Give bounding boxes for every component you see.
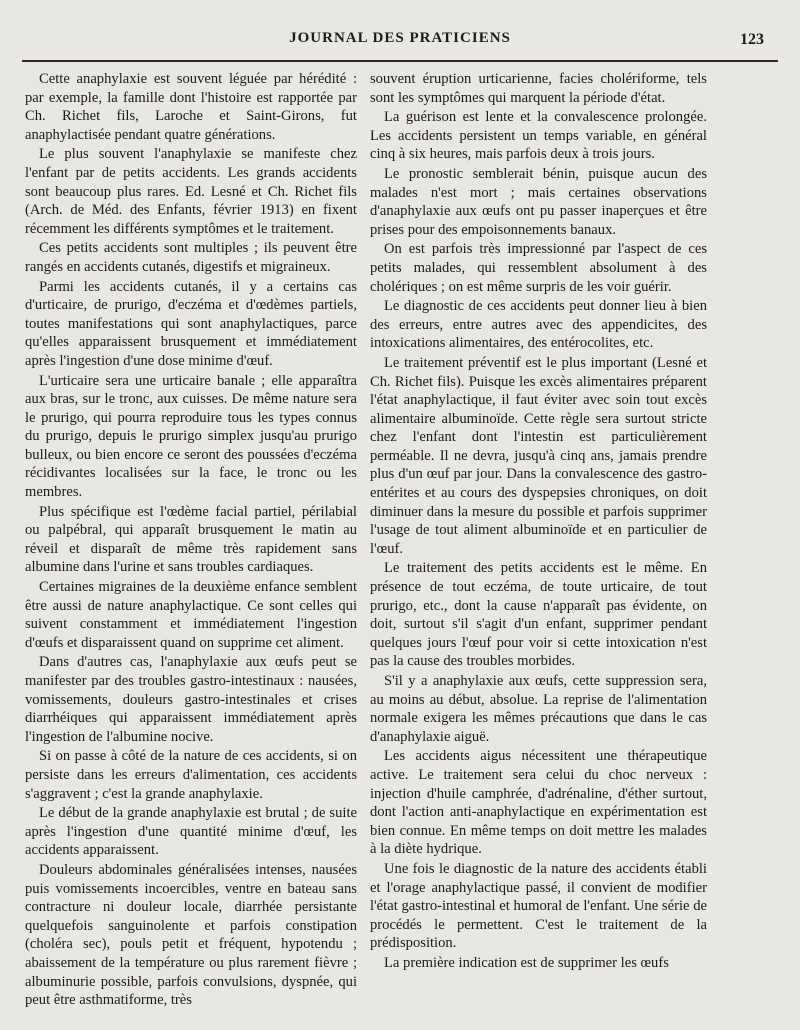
paragraph: Une fois le diagnostic de la nature des accidents établi et l'orage anaphylactique passé, il convient de modifier l'état gastro-intestinal et humoral de l'enfant. Une série de procédés le permettent. C'est le traitement de la prédisposition. <box>370 860 707 952</box>
paragraph: Le pronostic semblerait bénin, puisque aucun des malades n'est mort ; mais certaines observations d'anaphylaxie aux œufs ont pu passer inaperçues et être prises pour des empoisonnements banaux. <box>370 165 707 238</box>
page-header <box>22 30 778 56</box>
paragraph: Ces petits accidents sont multiples ; ils peuvent être rangés en accidents cutanés, digestifs et migraineux. <box>25 240 357 275</box>
paragraph: On est parfois très impressionné par l'aspect de ces petits malades, qui ressemblent absolument à des cholériques ; on est même surpris de les voir guérir. <box>370 241 707 295</box>
paragraph: Dans d'autres cas, l'anaphylaxie aux œufs peut se manifester par des troubles gastro-intestinaux : nausées, vomissements, douleurs gastro-intestinales et crises diarrhéiques qui apparaissent immédiatement après l'ingestion de l'albumine nocive. <box>25 654 357 745</box>
paragraph: Les accidents aigus nécessitent une thérapeutique active. Le traitement sera celui du choc nerveux : injection d'huile camphrée, d'adrénaline, d'éther surtout, dont l'action anti-anaphylactique en expérimentation est bien connue. En même temps on doit mettre les malades à la diète hydrique. <box>370 748 707 858</box>
paragraph: Le traitement préventif est le plus important (Lesné et Ch. Richet fils). Puisque les excès alimentaires préparent l'état anaphylactique, il faut éviter avec soin tout excès alimentaire albuminoïde. Cette règle sera surtout stricte chez l'enfant dont l'intestin est particulièrement perméable. Il ne devra, jusqu'à cinq ans, jamais prendre plus d'un œuf par jour. Dans la convalescence des gastro-entérites et au cours des dyspepsies chroniques, on doit diminuer dans la mesure du possible et parfois supprimer l'usage de tout aliment albuminoïde et en particulier de l'œuf. <box>370 354 707 557</box>
paragraph: Si on passe à côté de la nature de ces accidents, si on persiste dans les erreurs d'alimentation, ces accidents s'aggravent ; c'est la grande anaphylaxie. <box>25 748 357 802</box>
paragraph: Parmi les accidents cutanés, il y a certains cas d'urticaire, de prurigo, d'eczéma et d'œdèmes partiels, toutes manifestations qui sont anaphylactiques, parce qu'elles apparaissent brusquement et immédiatement après l'ingestion d'une dose minime d'œuf. <box>25 278 357 369</box>
paragraph: Le début de la grande anaphylaxie est brutal ; de suite après l'ingestion d'une quantité minime d'œuf, les accidents apparaissent. <box>25 805 357 859</box>
paragraph: L'urticaire sera une urticaire banale ; elle apparaîtra aux bras, sur le tronc, aux cuisses. De même nature sera le prurigo, qui pourra reproduire tous les types connus du prurigo, depuis le prurigo simplex jusqu'au prurigo bulleux, ou bien encore ce seront des poussées d'eczéma récidivantes localisées sur la face, le tronc ou les membres. <box>25 372 357 501</box>
right-column <box>370 70 707 974</box>
paragraph: Douleurs abdominales généralisées intenses, nausées puis vomissements incoercibles, ventre en bateau sans contracture ni douleur locale, diarrhée persistante quelquefois sanguinolente et parfois constipation (choléra sec), pouls petit et fréquent, hypotendu ; abaissement de la température ou plus rarement fièvre ; albuminurie possible, parfois convulsions, dyspnée, qui peut être asthmatiforme, très <box>25 861 357 1009</box>
paragraph: Plus spécifique est l'œdème facial partiel, périlabial ou palpébral, qui apparaît brusquement le matin au réveil et disparaît de même très rapidement sans albumine dans l'urine et sans troubles cardiaques. <box>25 503 357 576</box>
left-column <box>25 70 357 1011</box>
paragraph: Le plus souvent l'anaphylaxie se manifeste chez l'enfant par de petits accidents. Les grands accidents sont beaucoup plus rares. Ed. Lesné et Ch. Richet fils (Arch. de Méd. des Enfants, février 1913) en fixent récemment les différents symptômes et le traitement. <box>25 146 357 237</box>
paragraph: Le traitement des petits accidents est le même. En présence de tout eczéma, de toute urticaire, de tout prurigo, etc., dont la cause n'apparaît pas évidente, on doit, surtout s'il s'agit d'un enfant, supprimer pendant quelques jours l'œuf pour voir si cette intoxication n'est pas la cause des troubles morbides. <box>370 560 707 670</box>
paragraph: Le diagnostic de ces accidents peut donner lieu à bien des erreurs, entre autres avec des appendicites, des intoxications alimentaires, des entérocolites, etc. <box>370 298 707 352</box>
paragraph: S'il y a anaphylaxie aux œufs, cette suppression sera, au moins au début, absolue. La reprise de l'alimentation normale exigera les mêmes précautions que dans le cas d'anaphylaxie aiguë. <box>370 673 707 745</box>
header-rule <box>22 60 778 62</box>
paragraph: Cette anaphylaxie est souvent léguée par hérédité : par exemple, la famille dont l'histoire est rapportée par Ch. Richet fils, Laroche et Saint-Girons, fut anaphylactisée pendant quatre générations. <box>25 71 357 143</box>
page-number: 123 <box>740 31 764 48</box>
paragraph: La guérison est lente et la convalescence prolongée. Les accidents persistent un temps variable, en général cinq à six heures, mais parfois deux à trois jours. <box>370 109 707 163</box>
paragraph: Certaines migraines de la deuxième enfance semblent être aussi de nature anaphylactique. Ce sont celles qui suivent constamment et immédiatement l'ingestion d'œufs et disparaissent quand on supprime cet aliment. <box>25 579 357 651</box>
paragraph: La première indication est de supprimer les œufs <box>384 954 669 971</box>
running-title: JOURNAL DES PRATICIENS <box>289 30 511 46</box>
paragraph: souvent éruption urticarienne, facies cholériforme, tels sont les symptômes qui marquent la période d'état. <box>370 71 707 106</box>
